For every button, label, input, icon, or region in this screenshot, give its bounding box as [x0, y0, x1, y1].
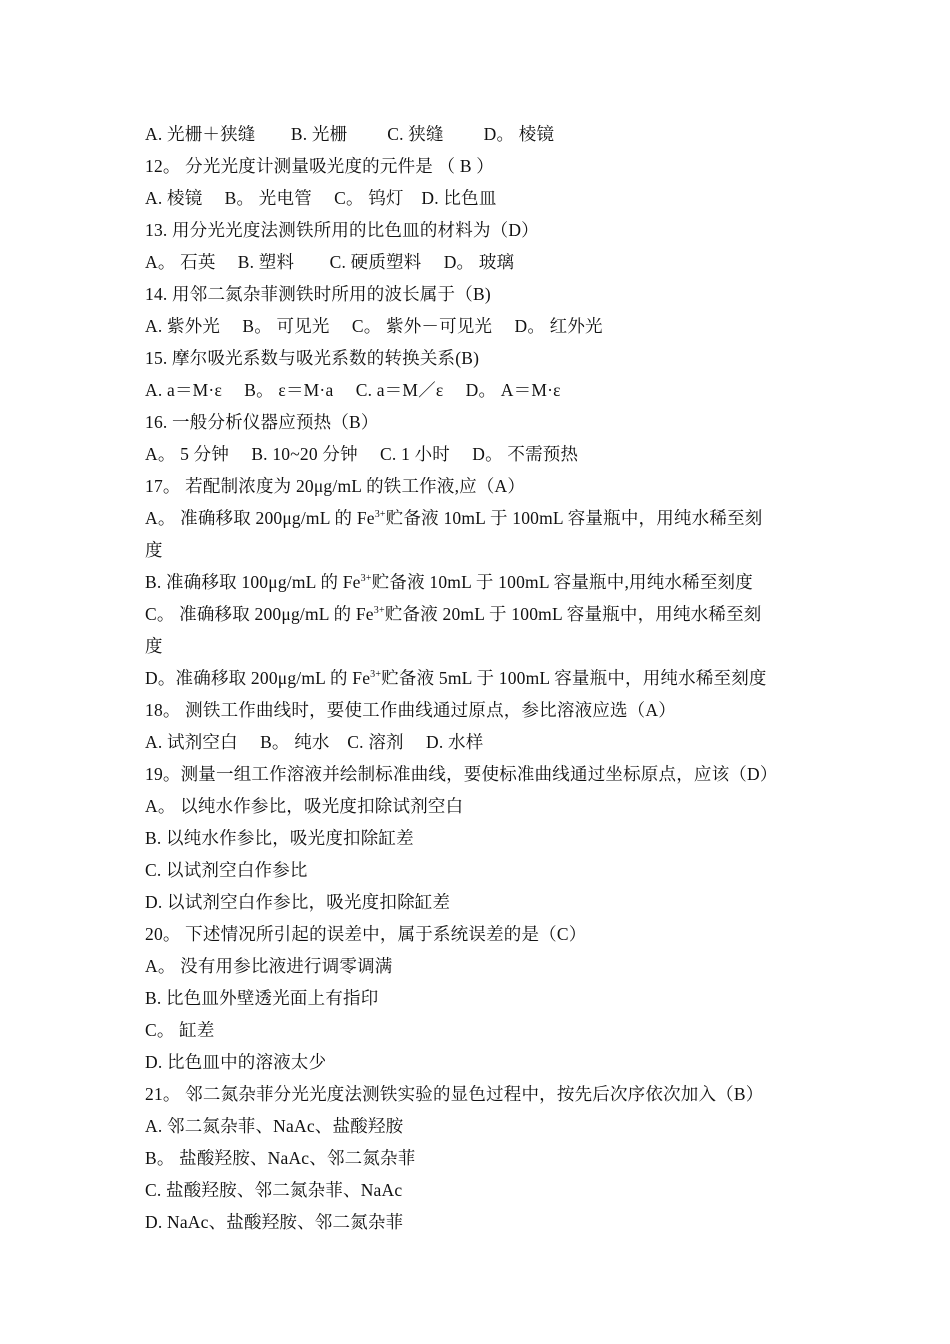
fe-charge-superscript: 3+ — [374, 509, 386, 520]
fe-charge-superscript: 3+ — [360, 573, 372, 584]
option-17b-pre: B. 准确移取 100μg/mL 的 Fe — [145, 572, 361, 592]
question-19: 19。测量一组工作溶液并绘制标准曲线，要使标准曲线通过坐标原点，应该（D） — [145, 764, 778, 784]
option-17c-post: 贮备液 20mL 于 100mL 容量瓶中，用纯水稀至刻 — [384, 604, 762, 624]
option-17c — [145, 598, 813, 630]
option-17c-continuation: 度 — [145, 636, 163, 656]
option-17a — [145, 502, 813, 534]
question-14: 14. 用邻二氮杂菲测铁时所用的波长属于（B) — [145, 284, 491, 304]
options-16: A。 5 分钟 B. 10~20 分钟 C. 1 小时 D。 不需预热 — [145, 444, 579, 464]
options-18: A. 试剂空白 B。 纯水 C. 溶剂 D. 水样 — [145, 732, 484, 752]
option-19c: C. 以试剂空白作参比 — [145, 860, 308, 880]
option-17a-post: 贮备液 10mL 于 100mL 容量瓶中，用纯水稀至刻 — [385, 508, 763, 528]
option-20a: A。 没有用参比液进行调零调满 — [145, 956, 393, 976]
option-21c: C. 盐酸羟胺、邻二氮杂菲、NaAc — [145, 1180, 403, 1200]
option-17b — [145, 566, 813, 598]
question-13: 13. 用分光光度法测铁所用的比色皿的材料为（D） — [145, 220, 539, 240]
question-16: 16. 一般分析仪器应预热（B） — [145, 412, 379, 432]
option-17d-post: 贮备液 5mL 于 100mL 容量瓶中，用纯水稀至刻度 — [381, 668, 767, 688]
option-19d: D. 以试剂空白作参比，吸光度扣除缸差 — [145, 892, 451, 912]
option-20d: D. 比色皿中的溶液太少 — [145, 1052, 327, 1072]
question-20: 20。 下述情况所引起的误差中，属于系统误差的是（C） — [145, 924, 587, 944]
option-17c-pre: C。 准确移取 200μg/mL 的 Fe — [145, 604, 374, 624]
option-20b: B. 比色皿外壁透光面上有指印 — [145, 988, 379, 1008]
options-15: A. a＝M·ε B。 ε＝M·a C. a＝M／ε D。 A＝M·ε — [145, 380, 561, 400]
option-17a-pre: A。 准确移取 200μg/mL 的 Fe — [145, 508, 375, 528]
option-20c: C。 缸差 — [145, 1020, 215, 1040]
option-21a: A. 邻二氮杂菲、NaAc、盐酸羟胺 — [145, 1116, 404, 1136]
question-12: 12。 分光光度计测量吸光度的元件是 （ B ） — [145, 156, 494, 176]
fe-charge-superscript: 3+ — [373, 605, 385, 616]
options-13: A。 石英 B. 塑料 C. 硬质塑料 D。 玻璃 — [145, 252, 515, 272]
options-14: A. 紫外光 B。 可见光 C。 紫外－可见光 D。 红外光 — [145, 316, 603, 336]
option-21d: D. NaAc、盐酸羟胺、邻二氮杂菲 — [145, 1212, 404, 1232]
option-19b: B. 以纯水作参比，吸光度扣除缸差 — [145, 828, 414, 848]
option-17a-continuation: 度 — [145, 540, 163, 560]
options-12: A. 棱镜 B。 光电管 C。 钨灯 D. 比色皿 — [145, 188, 497, 208]
question-21: 21。 邻二氮杂菲分光光度法测铁实验的显色过程中，按先后次序依次加入（B） — [145, 1084, 764, 1104]
option-17b-post: 贮备液 10mL 于 100mL 容量瓶中,用纯水稀至刻度 — [371, 572, 753, 592]
option-17d-pre: D。准确移取 200μg/mL 的 Fe — [145, 668, 371, 688]
option-21b: B。 盐酸羟胺、NaAc、邻二氮杂菲 — [145, 1148, 416, 1168]
document-page — [145, 118, 813, 1238]
question-15: 15. 摩尔吸光系数与吸光系数的转换关系(B) — [145, 348, 480, 368]
option-19a: A。 以纯水作参比，吸光度扣除试剂空白 — [145, 796, 464, 816]
question-17: 17。 若配制浓度为 20μg/mL 的铁工作液,应（A） — [145, 476, 526, 496]
option-17d — [145, 662, 813, 694]
question-18: 18。 测铁工作曲线时，要使工作曲线通过原点，参比溶液应选（A） — [145, 700, 676, 720]
fe-charge-superscript: 3+ — [370, 669, 382, 680]
option-line: A. 光栅＋狭缝 B. 光栅 C. 狭缝 D。 棱镜 — [145, 124, 555, 144]
